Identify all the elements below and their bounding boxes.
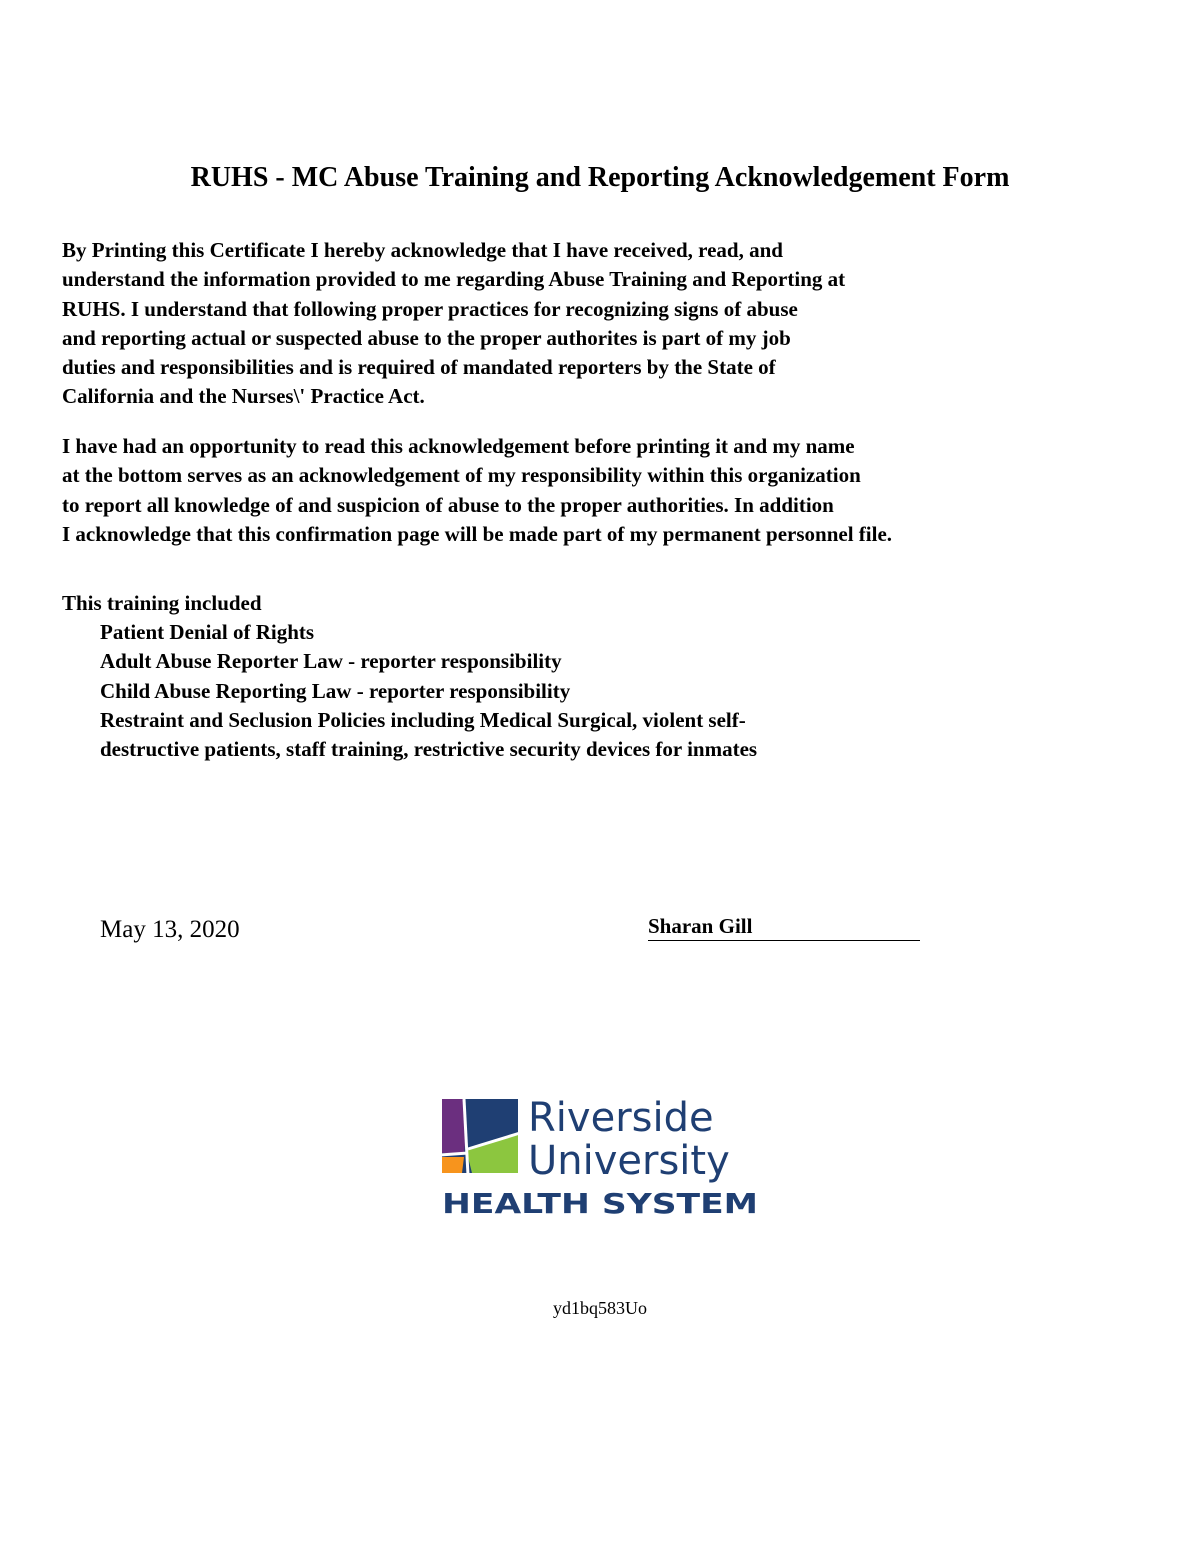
- training-item-line: Adult Abuse Reporter Law - reporter responsibility: [100, 649, 562, 674]
- training-item: [100, 677, 757, 706]
- training-item-line: Patient Denial of Rights: [100, 620, 315, 644]
- logo-mark-divider: [440, 1153, 468, 1155]
- paragraph-line: at the bottom serves as an acknowledgement of my responsibility within this organization: [62, 463, 861, 488]
- signature-line: [648, 912, 920, 941]
- paragraph-line: By Printing this Certificate I hereby acknowledge that I have received, read, and: [62, 238, 783, 262]
- training-item-line: Restraint and Seclusion Policies including Medical Surgical, violent self-: [100, 707, 746, 732]
- logo-text-university: University: [528, 1138, 730, 1184]
- training-item-line: destructive patients, staff training, restrictive security devices for inmates: [100, 737, 758, 762]
- logo-mark-purple: [442, 1099, 466, 1153]
- training-list: [100, 618, 757, 764]
- training-item-line: Child Abuse Reporting Law - reporter responsibility: [100, 678, 571, 703]
- training-item: [100, 647, 757, 676]
- signature-name: Sharan Gill: [648, 914, 753, 938]
- paragraph-line: duties and responsibilities and is required of mandated reporters by the State of: [62, 355, 776, 380]
- paragraph-line: to report all knowledge of and suspicion of abuse to the proper authorities. In addition: [62, 492, 834, 517]
- logo-text-riverside: Riverside: [528, 1095, 714, 1141]
- form-title: RUHS - MC Abuse Training and Reporting Acknowledgement Form: [190, 162, 1010, 193]
- paragraph-line: RUHS. I understand that following proper practices for recognizing signs of abuse: [62, 296, 798, 321]
- acknowledgement-paragraph-2: [62, 432, 892, 549]
- training-intro: This training included: [62, 591, 262, 615]
- logo-mark-icon: [440, 1099, 520, 1175]
- acknowledgement-paragraph-1: [62, 236, 845, 412]
- verification-code: yd1bq583Uo: [553, 1298, 647, 1318]
- paragraph-line: California and the Nurses\' Practice Act.: [62, 384, 425, 409]
- paragraph-line: I have had an opportunity to read this acknowledgement before printing it and my name: [62, 434, 855, 458]
- riverside-university-logo: [440, 1095, 770, 1217]
- training-item: [100, 706, 757, 765]
- paragraph-line: I acknowledge that this confirmation page will be made part of my permanent personnel file.: [62, 521, 893, 546]
- training-item: [100, 618, 757, 647]
- acknowledgement-date: May 13, 2020: [100, 916, 240, 943]
- paragraph-line: understand the information provided to me regarding Abuse Training and Reporting at: [62, 267, 846, 292]
- logo-mark-orange: [442, 1157, 464, 1173]
- logo-text-health-system: HEALTH SYSTEM: [442, 1187, 758, 1217]
- paragraph-line: and reporting actual or suspected abuse to the proper authorites is part of my job: [62, 325, 791, 350]
